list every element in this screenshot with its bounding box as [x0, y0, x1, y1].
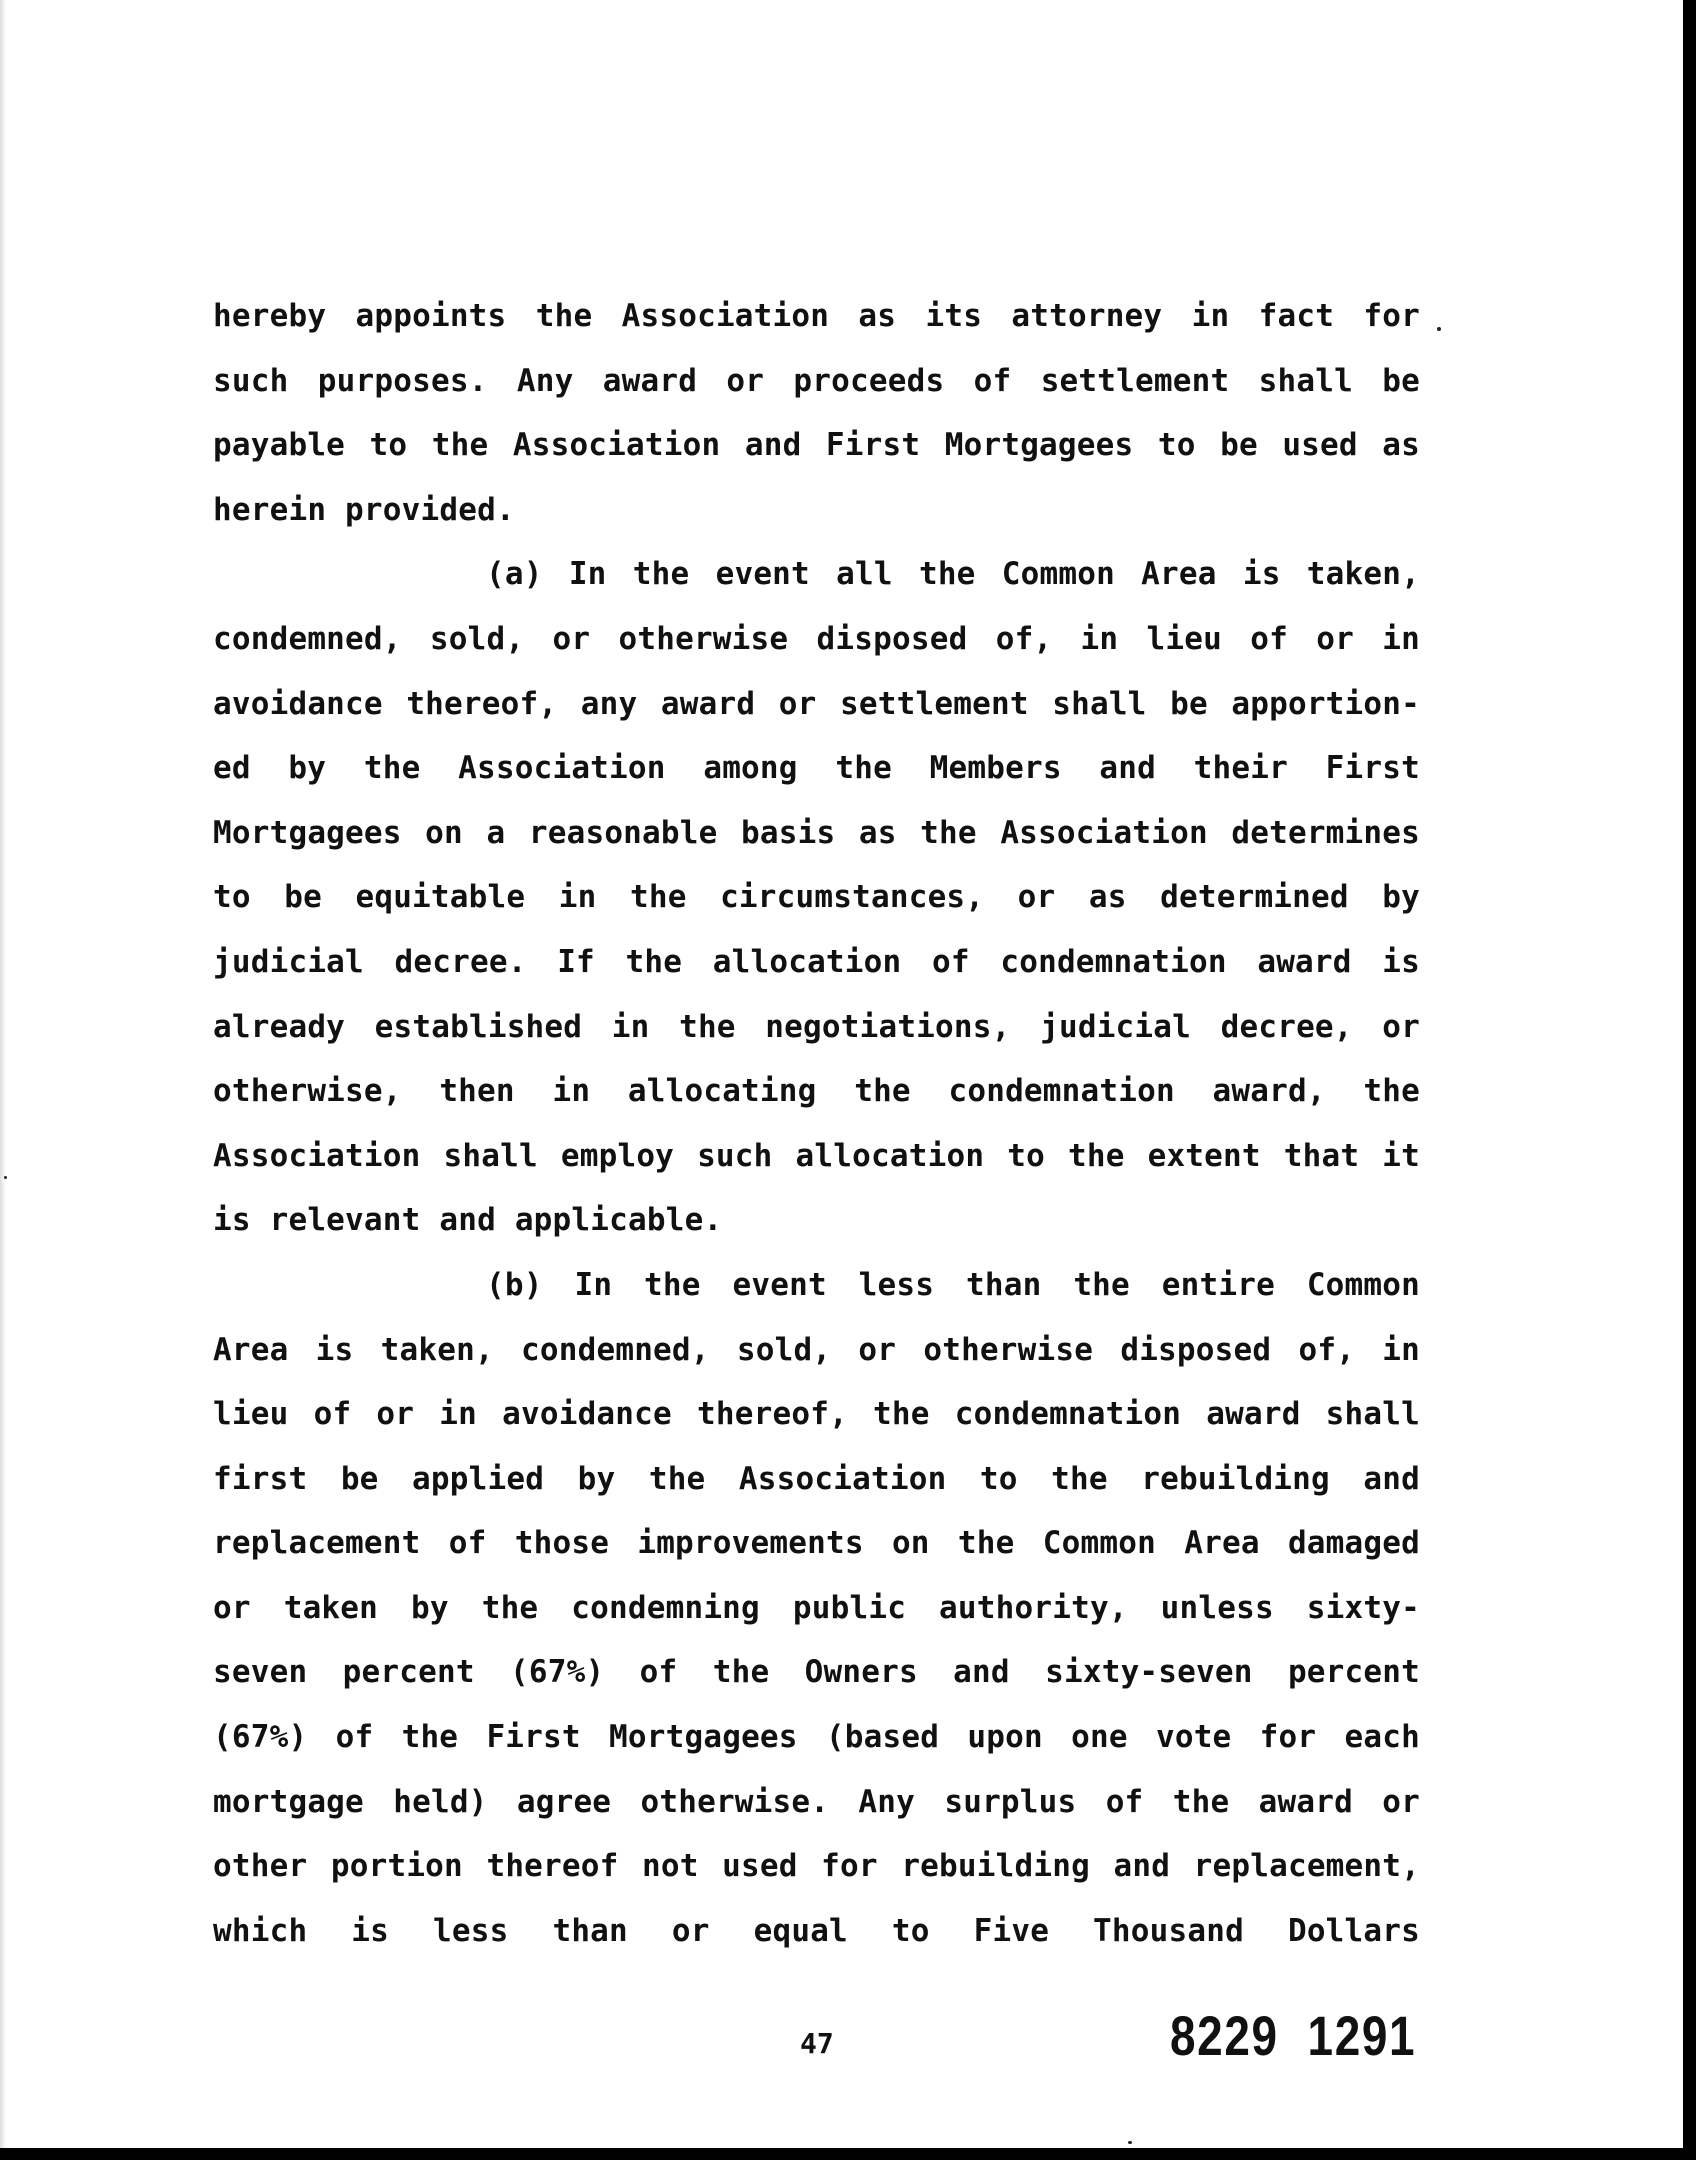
- text-line: Mortgagees on a reasonable basis as the Association determines: [213, 814, 1420, 851]
- paragraph-b-start: (b) In the event less than the entire Common: [486, 1266, 1420, 1303]
- text-line: such purposes. Any award or proceeds of settlement shall be: [213, 362, 1420, 399]
- text-line: which is less than or equal to Five Thousand Dollars: [213, 1912, 1420, 1949]
- text-line: condemned, sold, or otherwise disposed of, in lieu of or in: [213, 620, 1420, 657]
- text-line: payable to the Association and First Mortgagees to be used as: [213, 427, 1420, 464]
- text-line: is relevant and applicable.: [213, 1202, 723, 1239]
- text-line: (67%) of the First Mortgagees (based upon one vote for each: [213, 1719, 1420, 1756]
- text-line: mortgage held) agree otherwise. Any surplus of the award or: [213, 1783, 1420, 1820]
- text-line: to be equitable in the circumstances, or as determined by: [213, 879, 1420, 916]
- text-line: hereby appoints the Association as its attorney in fact for: [213, 298, 1420, 334]
- text-line: herein provided.: [213, 491, 515, 528]
- scan-speck: [1128, 2141, 1132, 2144]
- text-line: Association shall employ such allocation to the extent that it: [213, 1137, 1420, 1174]
- document-code: 8229 1291: [1170, 2004, 1417, 2067]
- body-text: [213, 284, 1420, 1963]
- text-line: avoidance thereof, any award or settlement shall be apportion-: [213, 685, 1420, 722]
- text-line: other portion thereof not used for rebuilding and replacement,: [213, 1848, 1420, 1885]
- scan-speck: [4, 1176, 7, 1179]
- text-line: otherwise, then in allocating the condemnation award, the: [213, 1073, 1420, 1110]
- paragraph-a-start: (a) In the event all the Common Area is taken,: [486, 556, 1420, 593]
- text-line: first be applied by the Association to the rebuilding and: [213, 1460, 1420, 1497]
- text-line: already established in the negotiations, judicial decree, or: [213, 1008, 1420, 1045]
- text-line: ed by the Association among the Members and their First: [213, 750, 1420, 787]
- text-line: seven percent (67%) of the Owners and sixty-seven percent: [213, 1654, 1420, 1691]
- scan-edge: [0, 0, 6, 2148]
- scan-speck: [1437, 327, 1441, 331]
- text-line: lieu of or in avoidance thereof, the condemnation award shall: [213, 1396, 1420, 1433]
- page-number: 47: [800, 2027, 834, 2060]
- text-line: judicial decree. If the allocation of condemnation award is: [213, 943, 1420, 980]
- text-line: replacement of those improvements on the Common Area damaged: [213, 1525, 1420, 1562]
- text-line: or taken by the condemning public authority, unless sixty-: [213, 1589, 1420, 1626]
- text-line: Area is taken, condemned, sold, or otherwise disposed of, in: [213, 1331, 1420, 1368]
